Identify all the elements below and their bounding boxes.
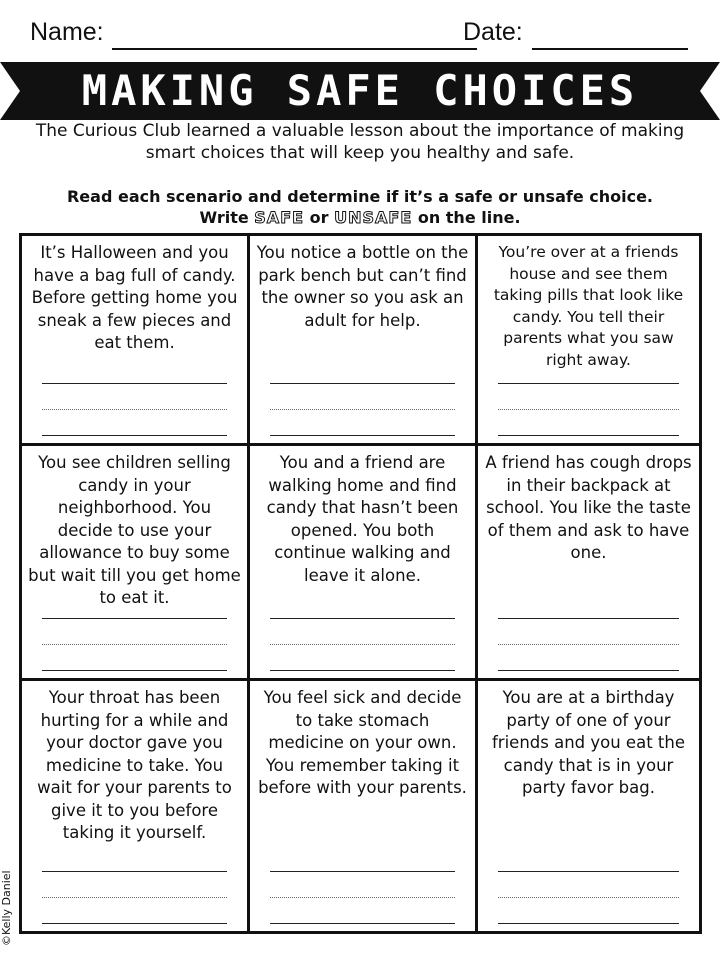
- scenario-text: You notice a bottle on the park bench but can’t find the owner so you ask an adult for help.: [256, 243, 469, 330]
- scenario-text: You are at a birthday party of one of your friends and you eat the candy that is in your party favor bag.: [491, 688, 685, 797]
- name-field[interactable]: [112, 48, 477, 50]
- tail-text: on the line.: [417, 208, 521, 227]
- name-date-row: [30, 14, 690, 54]
- scenario-text: Your throat has been hurting for a while and your doctor gave you medicine to take. You wait for your parents to give it to you before taking it yourself.: [37, 688, 232, 842]
- date-field[interactable]: [532, 48, 688, 50]
- scenario-text: A friend has cough drops in their backpack at school. You like the taste of them and ask to have one.: [485, 453, 692, 562]
- answer-lines[interactable]: [498, 383, 679, 439]
- instructions-line-1: Read each scenario and determine if it’s a safe or unsafe choice.: [66, 187, 654, 206]
- scenario-card: [478, 681, 699, 931]
- scenario-card: [478, 446, 699, 681]
- scenario-card: [478, 236, 699, 446]
- scenario-card: [250, 446, 478, 681]
- answer-lines[interactable]: [498, 871, 679, 927]
- scenario-card: [22, 681, 250, 931]
- scenario-card: [22, 446, 250, 681]
- answer-lines[interactable]: [42, 618, 227, 674]
- unsafe-word: UNSAFE: [334, 208, 413, 227]
- title-banner: [0, 62, 720, 120]
- copyright-text: ©Kelly Daniel: [0, 870, 13, 946]
- scenario-card: [250, 681, 478, 931]
- intro-text: The Curious Club learned a valuable lesson about the importance of making smart choices that will keep you healthy and safe.: [35, 121, 685, 163]
- answer-lines[interactable]: [270, 618, 455, 674]
- scenario-text: You and a friend are walking home and find candy that hasn’t been opened. You both continue walking and leave it alone.: [266, 453, 459, 585]
- scenario-text: You’re over at a friends house and see them taking pills that look like candy. You tell their parents what you saw right away.: [493, 243, 684, 369]
- answer-lines[interactable]: [42, 871, 227, 927]
- instructions: [20, 186, 700, 228]
- or-text: or: [309, 208, 329, 227]
- write-text: Write: [199, 208, 249, 227]
- name-label: Name:: [30, 18, 104, 46]
- scenario-card: [22, 236, 250, 446]
- safe-word: SAFE: [254, 208, 305, 227]
- scenario-text: You see children selling candy in your neighborhood. You decide to use your allowance to buy some but wait till you get home to eat it.: [28, 453, 241, 607]
- answer-lines[interactable]: [498, 618, 679, 674]
- scenario-text: It’s Halloween and you have a bag full of candy. Before getting home you sneak a few pieces and eat them.: [31, 243, 238, 352]
- answer-lines[interactable]: [270, 383, 455, 439]
- instructions-line-2: [20, 207, 700, 228]
- page-title: MAKING SAFE CHOICES: [81, 66, 639, 115]
- scenario-text: You feel sick and decide to take stomach medicine on your own. You remember taking it before with your parents.: [258, 688, 467, 797]
- answer-lines[interactable]: [42, 383, 227, 439]
- date-label: Date:: [463, 18, 523, 46]
- scenario-card: [250, 236, 478, 446]
- answer-lines[interactable]: [270, 871, 455, 927]
- scenario-grid: [19, 233, 702, 934]
